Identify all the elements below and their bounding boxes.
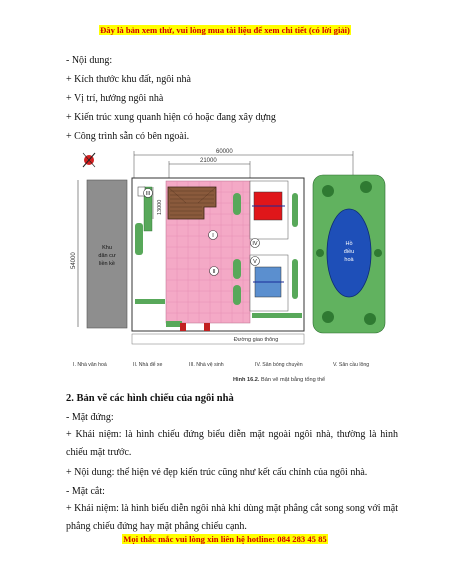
residential-label: Khu <box>102 245 112 251</box>
marker-badminton: V <box>253 259 257 265</box>
legend-item: II. Nhà để xe <box>133 362 163 368</box>
lake-label: điều <box>343 249 355 255</box>
section-heading: 2. Bản vẽ các hình chiếu của ngôi nhà <box>66 393 234 404</box>
paragraph: + Nội dung: thể hiện vẻ đẹp kiến trúc cũng như kết cấu chính của ngôi nhà. <box>66 467 368 478</box>
dim-small-label: 13000 <box>157 199 163 215</box>
marker-volleyball: IV <box>252 241 258 247</box>
figure-caption: Hình 16.2. Bản vẽ mặt bằng tổng thể <box>233 377 326 383</box>
lake-label: Hồ <box>345 241 353 247</box>
lake-label: hoà <box>344 257 354 263</box>
list-item: + Vị trí, hướng ngôi nhà <box>66 93 164 104</box>
dim-total-label: 60000 <box>216 149 233 155</box>
sub-heading: - Mặt đứng: <box>66 412 114 423</box>
dim-height-label: 54000 <box>71 252 77 269</box>
dim-house-label: 21000 <box>200 158 217 164</box>
list-item: + Kiến trúc xung quanh hiện có hoặc đang xây dựng <box>66 112 276 123</box>
sub-heading: - Mặt cắt: <box>66 486 105 497</box>
site-plan-figure <box>66 147 386 361</box>
paragraph: + Khái niệm: là hình chiếu đứng biểu diễn mặt ngoài ngôi nhà, thường là hình chiếu mặt trước. <box>66 429 398 458</box>
marker-cultural-house: I <box>212 233 214 239</box>
compass-icon <box>83 153 95 167</box>
residential-label: dân cư <box>98 253 116 259</box>
hotline-banner: Mọi thắc mắc vui lòng xin liên hệ hotline: 084 283 45 85 <box>123 534 327 544</box>
legend-item: IV. Sân bóng chuyền <box>255 362 303 368</box>
paragraph: + Khái niệm: là hình biểu diễn ngôi nhà khi dùng mặt phẳng cắt song song với mặt phẳng chiếu đứng hay mặt phẳng chiếu cạnh. <box>66 503 398 532</box>
legend-item: I. Nhà văn hoá <box>73 362 107 368</box>
residential-label: liền kề <box>99 261 115 267</box>
preview-banner: Đây là bản xem thử, vui lòng mua tài liệu để xem chi tiết (có lời giải) <box>100 25 350 35</box>
marker-parking: II <box>212 269 216 275</box>
marker-toilet: III <box>145 191 151 197</box>
content-heading: - Nội dung: <box>66 55 113 66</box>
legend-item: III. Nhà vệ sinh <box>189 362 224 368</box>
legend-item: V. Sân cầu lông <box>333 362 370 368</box>
list-item: + Kích thước khu đất, ngôi nhà <box>66 74 191 85</box>
road-label: Đường giao thông <box>233 337 279 343</box>
list-item: + Công trình sẵn có bên ngoài. <box>66 131 190 142</box>
